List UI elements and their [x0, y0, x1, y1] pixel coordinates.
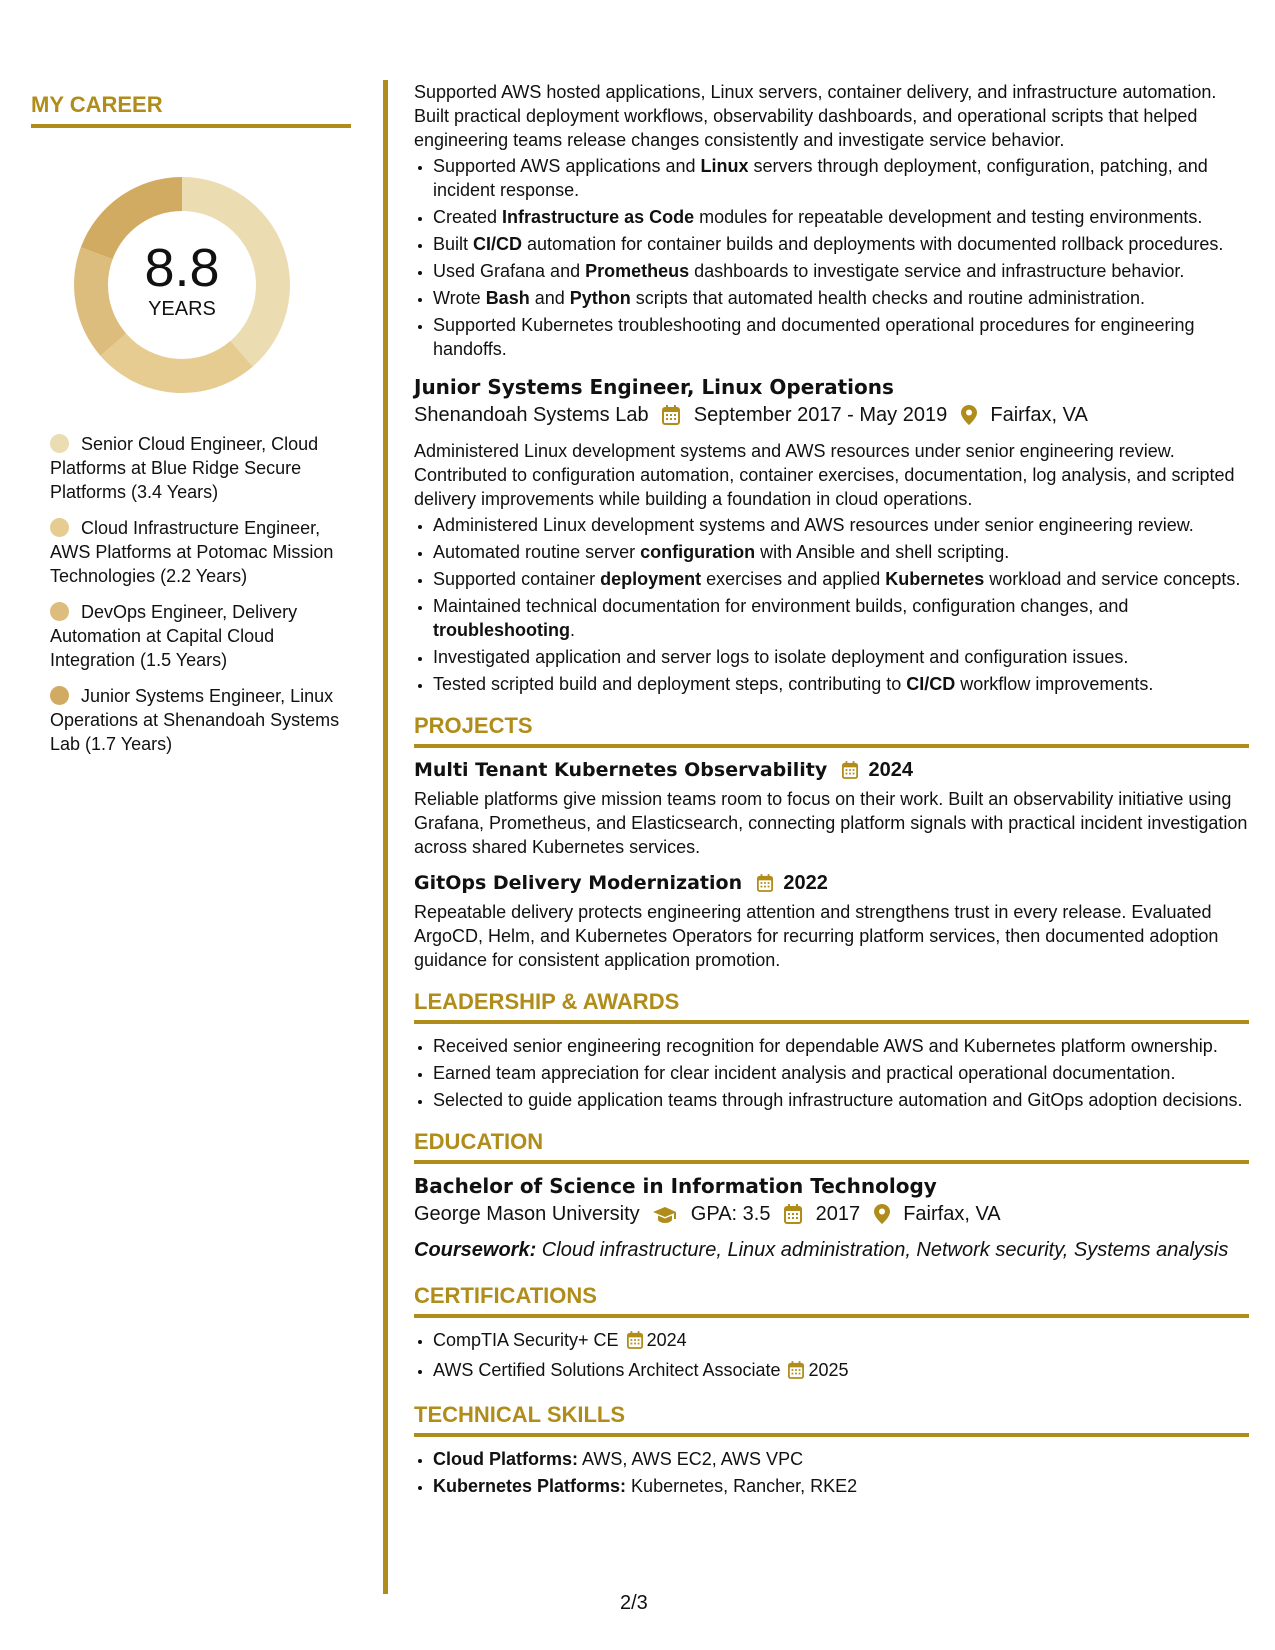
list-item: • Used Grafana and Prometheus dashboards to investigate service and infrastructure behavior.	[433, 259, 1249, 283]
legend-dot	[50, 518, 69, 537]
calendar-icon	[662, 405, 680, 431]
legend-dot	[50, 686, 69, 705]
job2-bullets	[414, 513, 1249, 696]
job2-location: Fairfax, VA	[990, 404, 1088, 426]
list-item: • Kubernetes Platforms: Kubernetes, Rancher, RKE2	[433, 1474, 1249, 1498]
list-item: • Built CI/CD automation for container builds and deployments with documented rollback procedures.	[433, 232, 1249, 256]
degree-title: Bachelor of Science in Information Technology	[414, 1174, 937, 1198]
list-item: • Automated routine server configuration with Ansible and shell scripting.	[433, 540, 1249, 564]
school-name: George Mason University	[414, 1203, 640, 1225]
list-item: • Supported container deployment exercises and applied Kubernetes workload and service concepts.	[433, 567, 1249, 591]
total-years-value: 8.8	[144, 238, 220, 298]
coursework: Coursework: Cloud infrastructure, Linux administration, Network security, Systems analysis	[414, 1239, 1229, 1261]
list-item: • Cloud Platforms: AWS, AWS EC2, AWS VPC	[433, 1447, 1249, 1471]
leadership-list	[414, 1034, 1249, 1112]
career-legend	[50, 432, 342, 756]
calendar-icon	[784, 1204, 802, 1230]
list-item: • Selected to guide application teams through infrastructure automation and GitOps adoption decisions.	[433, 1088, 1249, 1112]
list-item: • Administered Linux development systems and AWS resources under senior engineering review.	[433, 513, 1249, 537]
career-donut-chart	[67, 170, 297, 400]
job2-title: Junior Systems Engineer, Linux Operations	[414, 375, 894, 399]
list-item: • Received senior engineering recognition for dependable AWS and Kubernetes platform ownership.	[433, 1034, 1249, 1058]
school-location: Fairfax, VA	[903, 1203, 1001, 1225]
legend-dot	[50, 602, 69, 621]
legend-dot	[50, 434, 69, 453]
page-number: 2/3	[620, 1592, 648, 1614]
calendar-icon	[842, 761, 858, 785]
list-item: • Supported AWS applications and Linux servers through deployment, configuration, patching, and incident response.	[433, 154, 1249, 202]
location-icon	[961, 405, 977, 431]
skills-list	[414, 1447, 1249, 1498]
job1-summary: Supported AWS hosted applications, Linux servers, container delivery, and infrastructure automation. Built practical deployment workflows, observability dashboards, and operational scripts that helped engineering teams release changes consistently and investigate service behavior.	[414, 82, 1217, 150]
graduation-year: 2017	[815, 1203, 861, 1225]
project-title: GitOps Delivery Modernization 2022	[414, 871, 1249, 898]
project-title: Multi Tenant Kubernetes Observability 2024	[414, 758, 1249, 785]
list-item: • Earned team appreciation for clear incident analysis and practical operational documentation.	[433, 1061, 1249, 1085]
project-description: Reliable platforms give mission teams room to focus on their work. Built an observability initiative using Grafana, Prometheus, and Elasticsearch, connecting platform signals with practical incident investigation across shared Kubernetes services.	[414, 789, 1248, 857]
list-item: • Wrote Bash and Python scripts that automated health checks and routine administration.	[433, 286, 1249, 310]
career-heading: MY CAREER	[31, 92, 351, 128]
list-item: • Supported Kubernetes troubleshooting and documented operational procedures for engineering handoffs.	[433, 313, 1249, 361]
projects-heading: PROJECTS	[414, 714, 1249, 748]
job1-bullets	[414, 154, 1249, 361]
list-item: • CompTIA Security+ CE 2024	[433, 1328, 1249, 1355]
legend-item: Senior Cloud Engineer, Cloud Platforms at Blue Ridge Secure Platforms (3.4 Years)	[50, 434, 319, 502]
job2-meta	[414, 403, 1249, 431]
leadership-heading: LEADERSHIP & AWARDS	[414, 990, 1249, 1024]
legend-item: Cloud Infrastructure Engineer, AWS Platforms at Potomac Mission Technologies (2.2 Years)	[50, 518, 334, 586]
calendar-icon	[757, 874, 773, 898]
list-item: • Investigated application and server logs to isolate deployment and configuration issues.	[433, 645, 1249, 669]
calendar-icon	[788, 1361, 804, 1385]
list-item: • Created Infrastructure as Code modules for repeatable development and testing environments.	[433, 205, 1249, 229]
education-heading: EDUCATION	[414, 1130, 1249, 1164]
calendar-icon	[627, 1331, 643, 1355]
vertical-divider	[383, 80, 388, 1594]
list-item: • AWS Certified Solutions Architect Associate 2025	[433, 1358, 1249, 1385]
project-description: Repeatable delivery protects engineering attention and strengthens trust in every release. Evaluated ArgoCD, Helm, and Kubernetes Operators for recurring platform services, then documented adoption guidance for consistent application promotion.	[414, 902, 1219, 970]
location-icon	[874, 1204, 890, 1230]
list-item: • Maintained technical documentation for environment builds, configuration changes, and troubleshooting.	[433, 594, 1249, 642]
legend-item: DevOps Engineer, Delivery Automation at Capital Cloud Integration (1.5 Years)	[50, 602, 298, 670]
graduation-cap-icon	[653, 1206, 677, 1230]
sidebar	[31, 92, 351, 768]
gpa: GPA: 3.5	[690, 1203, 771, 1225]
total-years-unit: YEARS	[148, 298, 216, 320]
main-content	[414, 80, 1249, 1501]
education-meta	[414, 1202, 1249, 1230]
certifications-list	[414, 1328, 1249, 1385]
project-year: 2024	[868, 759, 914, 781]
job2-dates: September 2017 - May 2019	[693, 404, 948, 426]
job2-company: Shenandoah Systems Lab	[414, 404, 649, 426]
skills-heading: TECHNICAL SKILLS	[414, 1403, 1249, 1437]
job2-summary: Administered Linux development systems and AWS resources under senior engineering review. Contributed to configuration automation, container exercises, documentation, log analysis, and scripted delivery improvements while building a foundation in cloud operations.	[414, 441, 1235, 509]
project-year: 2022	[783, 872, 828, 894]
list-item: • Tested scripted build and deployment steps, contributing to CI/CD workflow improvements.	[433, 672, 1249, 696]
certifications-heading: CERTIFICATIONS	[414, 1284, 1249, 1318]
legend-item: Junior Systems Engineer, Linux Operations at Shenandoah Systems Lab (1.7 Years)	[50, 686, 340, 754]
